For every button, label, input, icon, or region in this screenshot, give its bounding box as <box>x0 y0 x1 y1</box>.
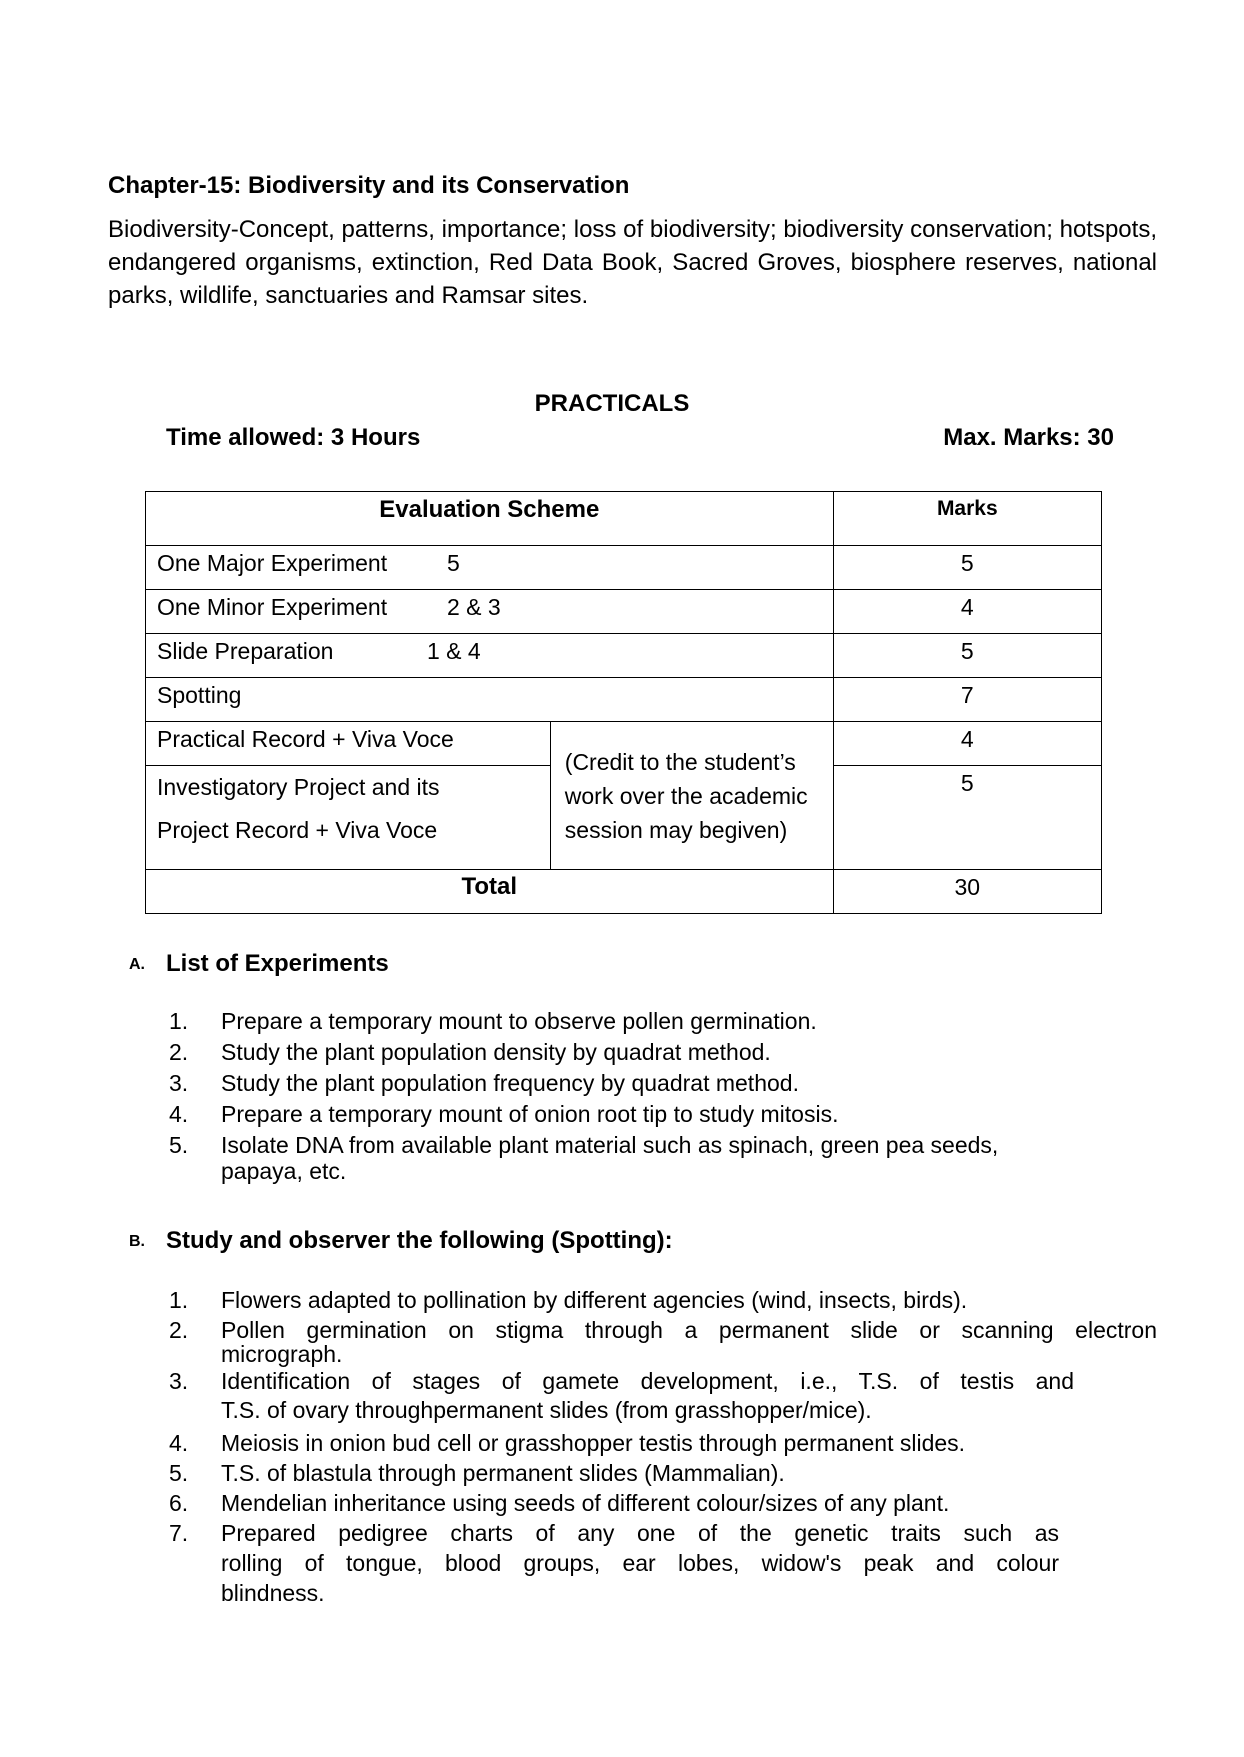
row-label-cell <box>146 546 834 590</box>
list-item-text: Study the plant population density by quadrat method. <box>221 1039 771 1065</box>
list-item-number: 3. <box>169 1368 189 1394</box>
list-item-text: T.S. of ovary throughpermanent slides (from grasshopper/mice). <box>221 1397 872 1423</box>
evaluation-scheme-table <box>145 491 1102 914</box>
list-item-text: micrograph. <box>221 1341 343 1367</box>
header-evaluation-scheme: Evaluation Scheme <box>146 492 834 546</box>
list-item-text: T.S. of blastula through permanent slides (Mammalian). <box>221 1460 785 1486</box>
row-marks: 4 <box>833 722 1101 766</box>
credit-note <box>550 722 833 870</box>
list-item-text: rolling of tongue, blood groups, ear lobes, widow's peak and colour <box>221 1550 1059 1576</box>
section-a-title: List of Experiments <box>166 950 389 977</box>
chapter-body: Biodiversity-Concept, patterns, importance; loss of biodiversity; biodiversity conservation; hotspots, endangered organisms, extinction, Red Data Book, Sacred Groves, biosphere reserves, national parks, wildlife, sanctuaries and Ramsar sites. <box>108 216 1157 309</box>
total-row <box>146 870 1102 914</box>
row-label-line: Project Record + Viva Voce <box>157 817 438 843</box>
list-item <box>169 1518 1059 1608</box>
table-row <box>146 546 1102 590</box>
list-item-text: Identification of stages of gamete development, i.e., T.S. of testis and <box>221 1368 1074 1394</box>
list-item-text: Isolate DNA from available plant material such as spinach, green pea seeds, <box>221 1132 999 1158</box>
section-a-letter: A. <box>129 956 145 973</box>
row-experiments: 5 <box>447 550 460 576</box>
list-item-text: Flowers adapted to pollination by different agencies (wind, insects, birds). <box>221 1287 968 1313</box>
table-row <box>146 634 1102 678</box>
practicals-heading: PRACTICALS <box>534 390 690 417</box>
row-marks: 7 <box>833 678 1101 722</box>
row-experiments: 1 & 4 <box>427 638 481 664</box>
list-item <box>169 1037 1072 1068</box>
total-label: Total <box>146 870 834 914</box>
list-item-text: Pollen germination on stigma through a permanent slide or scanning electron <box>221 1317 1157 1343</box>
list-item <box>169 1366 1074 1425</box>
spotting-list <box>169 1285 1157 1608</box>
row-label-line: Investigatory Project and its <box>157 774 440 800</box>
list-item <box>169 1428 1157 1458</box>
list-item <box>169 1130 1072 1185</box>
section-b-letter: B. <box>129 1233 145 1250</box>
list-item-text: Prepared pedigree charts of any one of the genetic traits such as <box>221 1520 1059 1546</box>
credit-note-line: work over the academic <box>564 782 808 809</box>
header-marks: Marks <box>833 492 1101 546</box>
row-marks: 5 <box>833 546 1101 590</box>
credit-note-line: session may begiven) <box>564 816 788 843</box>
list-item-number: 4. <box>169 1430 189 1456</box>
list-item-text: Prepare a temporary mount of onion root tip to study mitosis. <box>221 1101 839 1127</box>
row-experiments: 2 & 3 <box>447 594 501 620</box>
list-item-number: 1. <box>169 1008 189 1034</box>
list-item-text: Study the plant population frequency by quadrat method. <box>221 1070 799 1096</box>
row-label-cell <box>146 678 834 722</box>
row-marks: 5 <box>833 766 1101 870</box>
row-label: Slide Preparation <box>157 638 334 664</box>
list-item <box>169 1068 1072 1099</box>
list-item-text: Prepare a temporary mount to observe pollen germination. <box>221 1008 817 1034</box>
row-label: One Minor Experiment <box>157 594 388 620</box>
row-label: Spotting <box>157 682 242 708</box>
section-b-title: Study and observer the following (Spotting): <box>166 1227 673 1254</box>
row-label-cell <box>146 590 834 634</box>
list-item <box>169 1006 1072 1037</box>
list-item-number: 5. <box>169 1132 189 1158</box>
list-item-number: 3. <box>169 1070 189 1096</box>
row-marks: 5 <box>833 634 1101 678</box>
list-item-number: 7. <box>169 1520 189 1546</box>
list-item-text: Meiosis in onion bud cell or grasshopper testis through permanent slides. <box>221 1430 966 1456</box>
list-item-number: 2. <box>169 1317 189 1343</box>
total-marks: 30 <box>833 870 1101 914</box>
row-label-cell <box>146 634 834 678</box>
row-label-cell <box>146 766 551 870</box>
credit-note-line: (Credit to the student’s <box>564 748 796 775</box>
table-row <box>146 590 1102 634</box>
table-header-row <box>146 492 1102 546</box>
list-item-number: 1. <box>169 1287 189 1313</box>
table-row <box>146 678 1102 722</box>
chapter-title: Chapter-15: Biodiversity and its Conservation <box>108 172 630 199</box>
list-item <box>169 1099 1072 1130</box>
row-label: One Major Experiment <box>157 550 388 576</box>
list-item <box>169 1285 1157 1315</box>
list-item-text: Mendelian inheritance using seeds of different colour/sizes of any plant. <box>221 1490 950 1516</box>
list-item-text: papaya, etc. <box>221 1158 347 1184</box>
list-item-number: 5. <box>169 1460 189 1486</box>
table-row <box>146 722 1102 766</box>
list-item-text: blindness. <box>221 1580 325 1606</box>
experiments-list <box>169 1006 1072 1185</box>
time-allowed: Time allowed: 3 Hours <box>166 424 421 451</box>
list-item-number: 6. <box>169 1490 189 1516</box>
list-item-number: 4. <box>169 1101 189 1127</box>
list-item <box>169 1315 1157 1367</box>
row-label: Practical Record + Viva Voce <box>146 722 551 766</box>
list-item <box>169 1488 1157 1518</box>
list-item <box>169 1458 1157 1488</box>
list-item-number: 2. <box>169 1039 189 1065</box>
max-marks: Max. Marks: 30 <box>943 424 1114 451</box>
row-marks: 4 <box>833 590 1101 634</box>
